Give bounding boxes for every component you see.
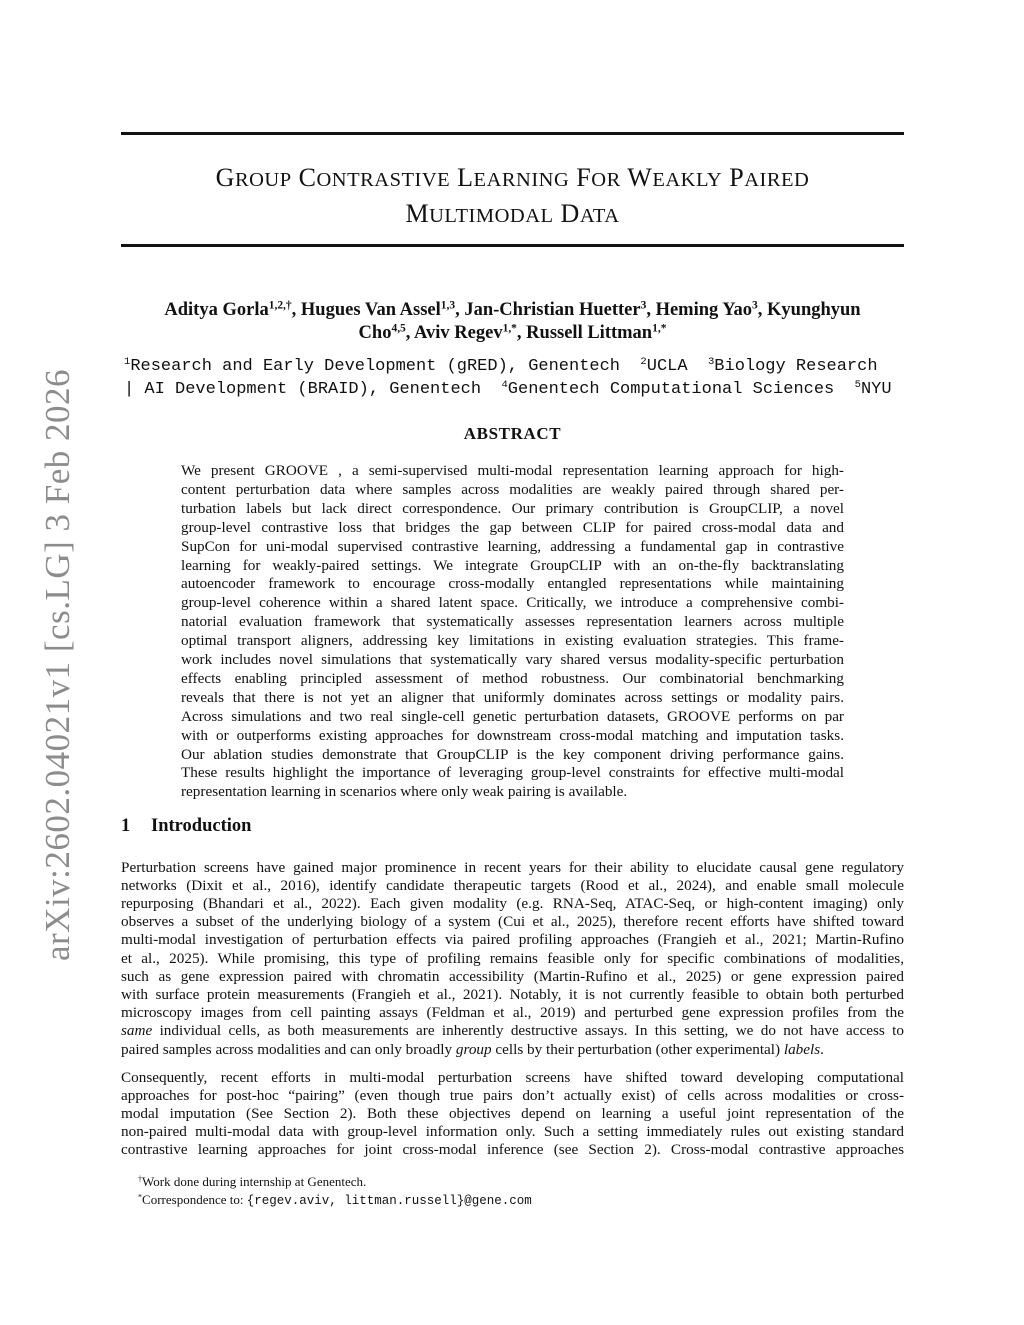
paragraph-line: modal imputation (See Section 2). Both these objectives depend on learning a useful joint representation of the (121, 1105, 904, 1123)
affiliation-number: 5 (854, 379, 861, 392)
abstract-line: optimal transport aligners, addressing key limitations in existing evaluation strategies. This frame- (181, 632, 844, 650)
section-title: Introduction (151, 816, 252, 836)
abstract-line: group-level contrastive loss that bridges the gap between CLIP for paired cross-modal data and (181, 518, 844, 536)
author-name: Aditya Gorla (164, 300, 269, 320)
paragraph-line: with surface protein measurements (Frangieh et al., 2021). Notably, it is not currently feasible to obtain both perturbed (121, 985, 904, 1003)
paragraph-line: multi-modal investigation of perturbation effects via paired profiling approaches (Frangieh et al., 2021; Martin-Rufino (121, 931, 904, 949)
author-name-part: Kyunghyun (767, 300, 861, 320)
section-heading-introduction (121, 816, 251, 837)
paragraph-line: observes a subset of the underlying biology of a system (Cui et al., 2025), therefore recent efforts have shifted toward (121, 913, 904, 931)
affiliation-number: 4 (501, 379, 508, 392)
author-list-line-2: Cho$^{4,5}$, Aviv Regev$^{1,*}$, Russell Littman$^{1,*}$ (358, 322, 667, 343)
affiliations-line-1 (124, 357, 878, 376)
author-affiliation-marks: 3 (640, 299, 647, 312)
author-name-part: Cho (358, 323, 392, 343)
paragraph-line: Consequently, recent efforts in multi-modal perturbation screens have shifted toward developing computational (121, 1069, 904, 1086)
author-name: Jan-Christian Huetter (464, 300, 641, 320)
affiliations-line-2 (124, 380, 892, 399)
author-name: Hugues Van Assel (300, 300, 441, 320)
abstract-line: SupCon for uni-modal supervised contrastive learning, addressing a fundamental gap in contrastive (181, 537, 844, 555)
abstract-line: Across simulations and two real single-cell genetic perturbation datasets, GROOVE performs on par (181, 707, 844, 725)
abstract-line: work includes novel simulations that systematically vary shared versus modality-specific perturbation (181, 651, 844, 668)
author-affiliation-marks: 1,2,† (268, 299, 292, 312)
abstract-line: learning for weakly-paired settings. We integrate GroupCLIP with an on-the-fly backtranslating (181, 556, 844, 574)
paragraph-line: same individual cells, as both measurements are inherently destructive assays. In this setting, we do not have access to (121, 1022, 904, 1039)
author-name: Russell Littman (526, 323, 653, 343)
paragraph-line: contrastive learning approaches for joint cross-modal inference (see Section 2). Cross-modal contrastive approaches (121, 1141, 904, 1159)
author-affiliation-marks: 3 (752, 299, 758, 312)
paragraph-line: et al., 2025). While promising, this type of profiling remains feasible only for specific combinations of modalities, (121, 949, 904, 967)
paragraph-line: approaches for post-hoc “pairing” (even though true pairs don’t actually exist) of cells across modalities or cross- (121, 1087, 904, 1105)
affiliation-number: 1 (124, 356, 131, 369)
section-number: 1 (121, 816, 131, 836)
author-name: Aviv Regev (414, 323, 503, 343)
abstract-line: Our ablation studies demonstrate that GroupCLIP is the key component driving performance gains. (181, 745, 844, 763)
abstract-heading: ABSTRACT (463, 424, 562, 443)
affiliation-text: Genentech Computational Sciences (507, 380, 835, 399)
author-affiliation-marks: 1,* (652, 322, 667, 335)
author-list-line-1: Aditya Gorla$^{1,2,\dagger}$, Hugues Van Assel$^{1,3}$, Jan-Christian Huetter$^3$, Heming Yao$^3$, Kyunghyun (164, 299, 861, 320)
arxiv-identifier-stamp: arXiv:2602.04021v1 [cs.LG] 3 Feb 2026 (38, 368, 77, 962)
paragraph-line: such as gene expression paired with chromatin accessibility (Martin-Rufino et al., 2025) or gene expression paired (121, 967, 904, 985)
affiliation-text-continued: | AI Development (BRAID), Genentech (124, 380, 482, 399)
affiliation-number: 3 (707, 356, 715, 369)
abstract-line: representation learning in scenarios where only weak pairing is available. (181, 783, 628, 801)
footnote-correspondence: *Correspondence to: {regev.aviv, littman.russell}@gene.com (138, 1192, 532, 1208)
paragraph-line: networks (Dixit et al., 2016), identify candidate therapeutic targets (Rood et al., 2024), and enable small molecule (121, 877, 904, 895)
footnote-internship: †Work done during internship at Genentech. (138, 1174, 367, 1189)
correspondence-emails[interactable]: {regev.aviv, littman.russell}@gene.com (246, 1194, 532, 1208)
affiliation-text: NYU (860, 380, 892, 399)
abstract-line: These results highlight the importance of leveraging group-level constraints for effective multi-modal (181, 764, 844, 782)
abstract-line: group-level coherence within a shared latent space. Critically, we introduce a comprehensive combi- (181, 594, 844, 612)
abstract-line: autoencoder framework to encourage cross-modally entangled representations while maintaining (181, 575, 844, 593)
paragraph-line: paired samples across modalities and can only broadly group cells by their perturbation (other experimental) labels. (121, 1041, 824, 1058)
affiliation-text: Biology Research (714, 357, 878, 376)
title-rule-bottom (121, 244, 904, 247)
abstract-line: natorial evaluation framework that systematically assesses representation learners across multiple (181, 613, 844, 631)
affiliation-text: UCLA (646, 357, 688, 376)
abstract-line: content perturbation data where samples across modalities are weakly paired through shared per- (181, 480, 844, 498)
paper-title-line-1: GROUP CONTRASTIVE LEARNING FOR WEAKLY PAIRED (215, 163, 810, 192)
abstract-line: We present GROOVE , a semi-supervised multi-modal representation learning approach for high- (181, 462, 844, 479)
author-affiliation-marks: 4,5 (391, 322, 406, 335)
author-name: Heming Yao (655, 300, 753, 320)
paragraph-line: repurposing (Bhandari et al., 2022). Each given modality (e.g. RNA-Seq, ATAC-Seq, or high-content imaging) only (121, 895, 904, 913)
author-affiliation-marks: 1,* (502, 322, 517, 335)
paragraph-line: microscopy images from cell painting assays (Feldman et al., 2019) and perturbed gene expression profiles from the (121, 1003, 904, 1021)
abstract-line: with or outperforms existing approaches for downstream cross-modal matching and imputation tasks. (181, 726, 844, 744)
affiliation-number: 2 (640, 356, 647, 369)
abstract-line: reveals that there is not yet an aligner that uniformly dominates across settings or modality pairs. (181, 688, 844, 706)
abstract-line: turbation labels but lack direct correspondence. Our primary contribution is GroupCLIP, a novel (181, 499, 844, 517)
title-rule-top (121, 132, 904, 135)
paragraph-line: non-paired multi-modal data with group-level information only. Such a setting immediately rules out existing standard (121, 1123, 904, 1141)
paper-title-line-2: MULTIMODAL DATA (405, 199, 620, 228)
abstract-line: effects enabling principled assessment of method robustness. Our combinatorial benchmarking (181, 669, 844, 687)
paragraph-line: Perturbation screens have gained major prominence in recent years for their ability to elucidate causal gene regulatory (121, 859, 904, 876)
author-affiliation-marks: 1,3 (440, 299, 456, 312)
affiliation-text: Research and Early Development (gRED), Genentech (130, 357, 621, 376)
